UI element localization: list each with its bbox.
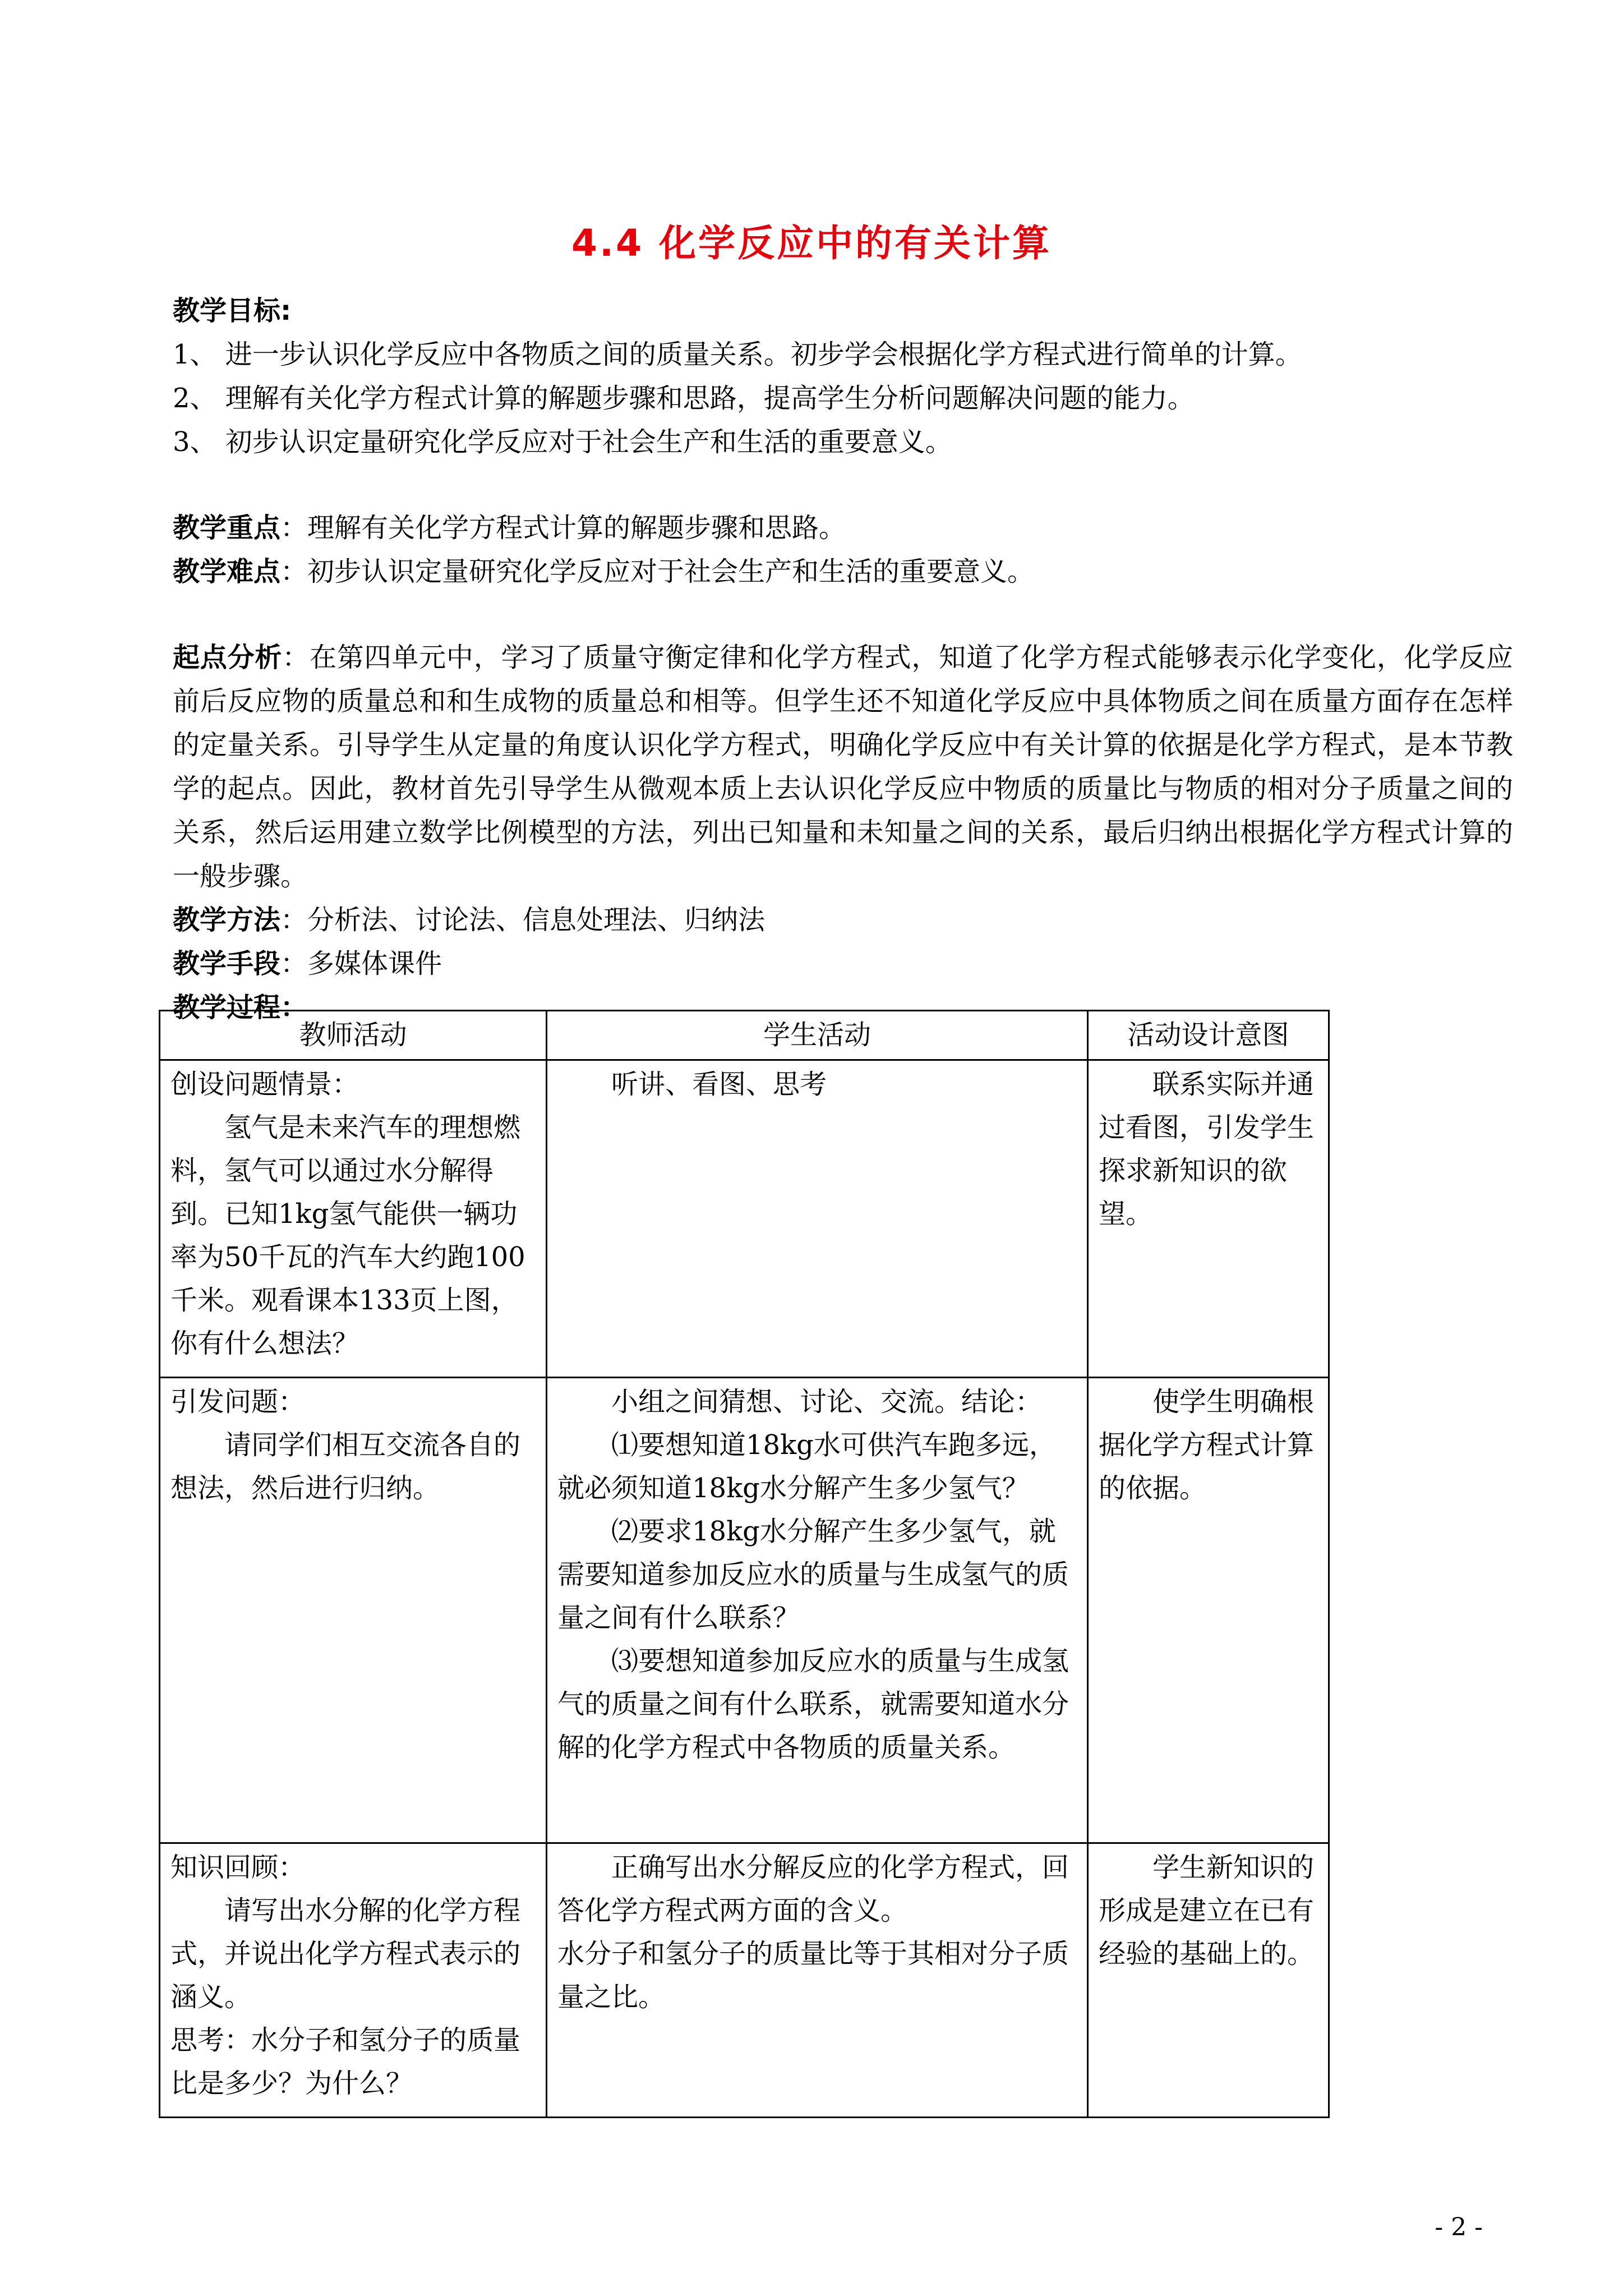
process-table [159,1010,1330,2118]
page-number: - 2 - [1435,2213,1483,2242]
header-intent: 活动设计意图 [1088,1011,1329,1060]
goal-item-2: 2、 理解有关化学方程式计算的解题步骤和思路，提高学生分析问题解决问题的能力。 [173,383,1195,414]
teacher-cell: 创设问题情景： 氢气是未来汽车的理想燃料，氢气可以通过水分解得到。已知1kg氢气能供一辆功率为50千瓦的汽车大约跑100千米。观看课本133页上图，你有什么想法？ [160,1060,547,1378]
page-title: 4.4 化学反应中的有关计算 [571,222,1052,265]
goal-item-1: 1、 进一步认识化学反应中各物质之间的质量关系。初步学会根据化学方程式进行简单的计算。 [173,339,1302,370]
intent-cell: 联系实际并通过看图，引发学生探求新知识的欲望。 [1088,1060,1329,1378]
teacher-cell: 引发问题： 请同学们相互交流各自的想法，然后进行归纳。 [160,1378,547,1843]
table-row [160,1060,1329,1378]
intent-cell: 使学生明确根据化学方程式计算的依据。 [1088,1378,1329,1843]
table-row [160,1843,1329,2118]
header-teacher: 教师活动 [160,1011,547,1060]
key-point: 教学重点：理解有关化学方程式计算的解题步骤和思路。 [173,512,846,544]
teaching-means: 教学手段：多媒体课件 [173,948,442,979]
teacher-cell: 知识回顾： 请写出水分解的化学方程式，并说出化学方程式表示的涵义。 思考：水分子和氢分子的质量比是多少？为什么？ [160,1843,547,2118]
student-cell: 正确写出水分解反应的化学方程式，回答化学方程式两方面的含义。 水分子和氢分子的质量比等于其相对分子质量之比。 [547,1843,1088,2118]
student-cell: 小组之间猜想、讨论、交流。结论： ⑴要想知道18kg水可供汽车跑多远，就必须知道18kg水分解产生多少氢气？ ⑵要求18kg水分解产生多少氢气，就需要知道参加反应水的质量与生成氢气的质量之间有什么联系？ ⑶要想知道参加反应水的质量与生成氢气的质量之间有什么联系，就需要知道水分解的化学方程式中各物质的质量关系。 [547,1378,1088,1843]
table-row [160,1378,1329,1843]
intent-cell: 学生新知识的形成是建立在已有经验的基础上的。 [1088,1843,1329,2118]
difficulty: 教学难点：初步认识定量研究化学反应对于社会生产和生活的重要意义。 [173,556,1035,587]
header-student: 学生活动 [547,1011,1088,1060]
process-heading: 教学过程： [173,992,308,1023]
student-cell: 听讲、看图、思考 [547,1060,1088,1378]
starting-analysis: 起点分析：在第四单元中，学习了质量守衡定律和化学方程式，知道了化学方程式能够表示化学变化，化学反应前后反应物的质量总和和生成物的质量总和相等。但学生还不知道化学反应中具体物质之间在质量方面存在怎样的定量关系。引导学生从定量的角度认识化学方程式，明确化学反应中有关计算的依据是化学方程式，是本节教学的起点。因此，教材首先引导学生从微观本质上去认识化学反应中物质的质量比与物质的相对分子质量之间的关系，然后运用建立数学比例模型的方法，列出已知量和未知量之间的关系，最后归纳出根据化学方程式计算的一般步骤。 [173,642,1513,892]
goals-heading: 教学目标: [173,295,292,326]
teaching-method: 教学方法：分析法、讨论法、信息处理法、归纳法 [173,904,766,936]
document-body [173,289,1513,1029]
goal-item-3: 3、 初步认识定量研究化学反应对于社会生产和生活的重要意义。 [173,426,952,458]
